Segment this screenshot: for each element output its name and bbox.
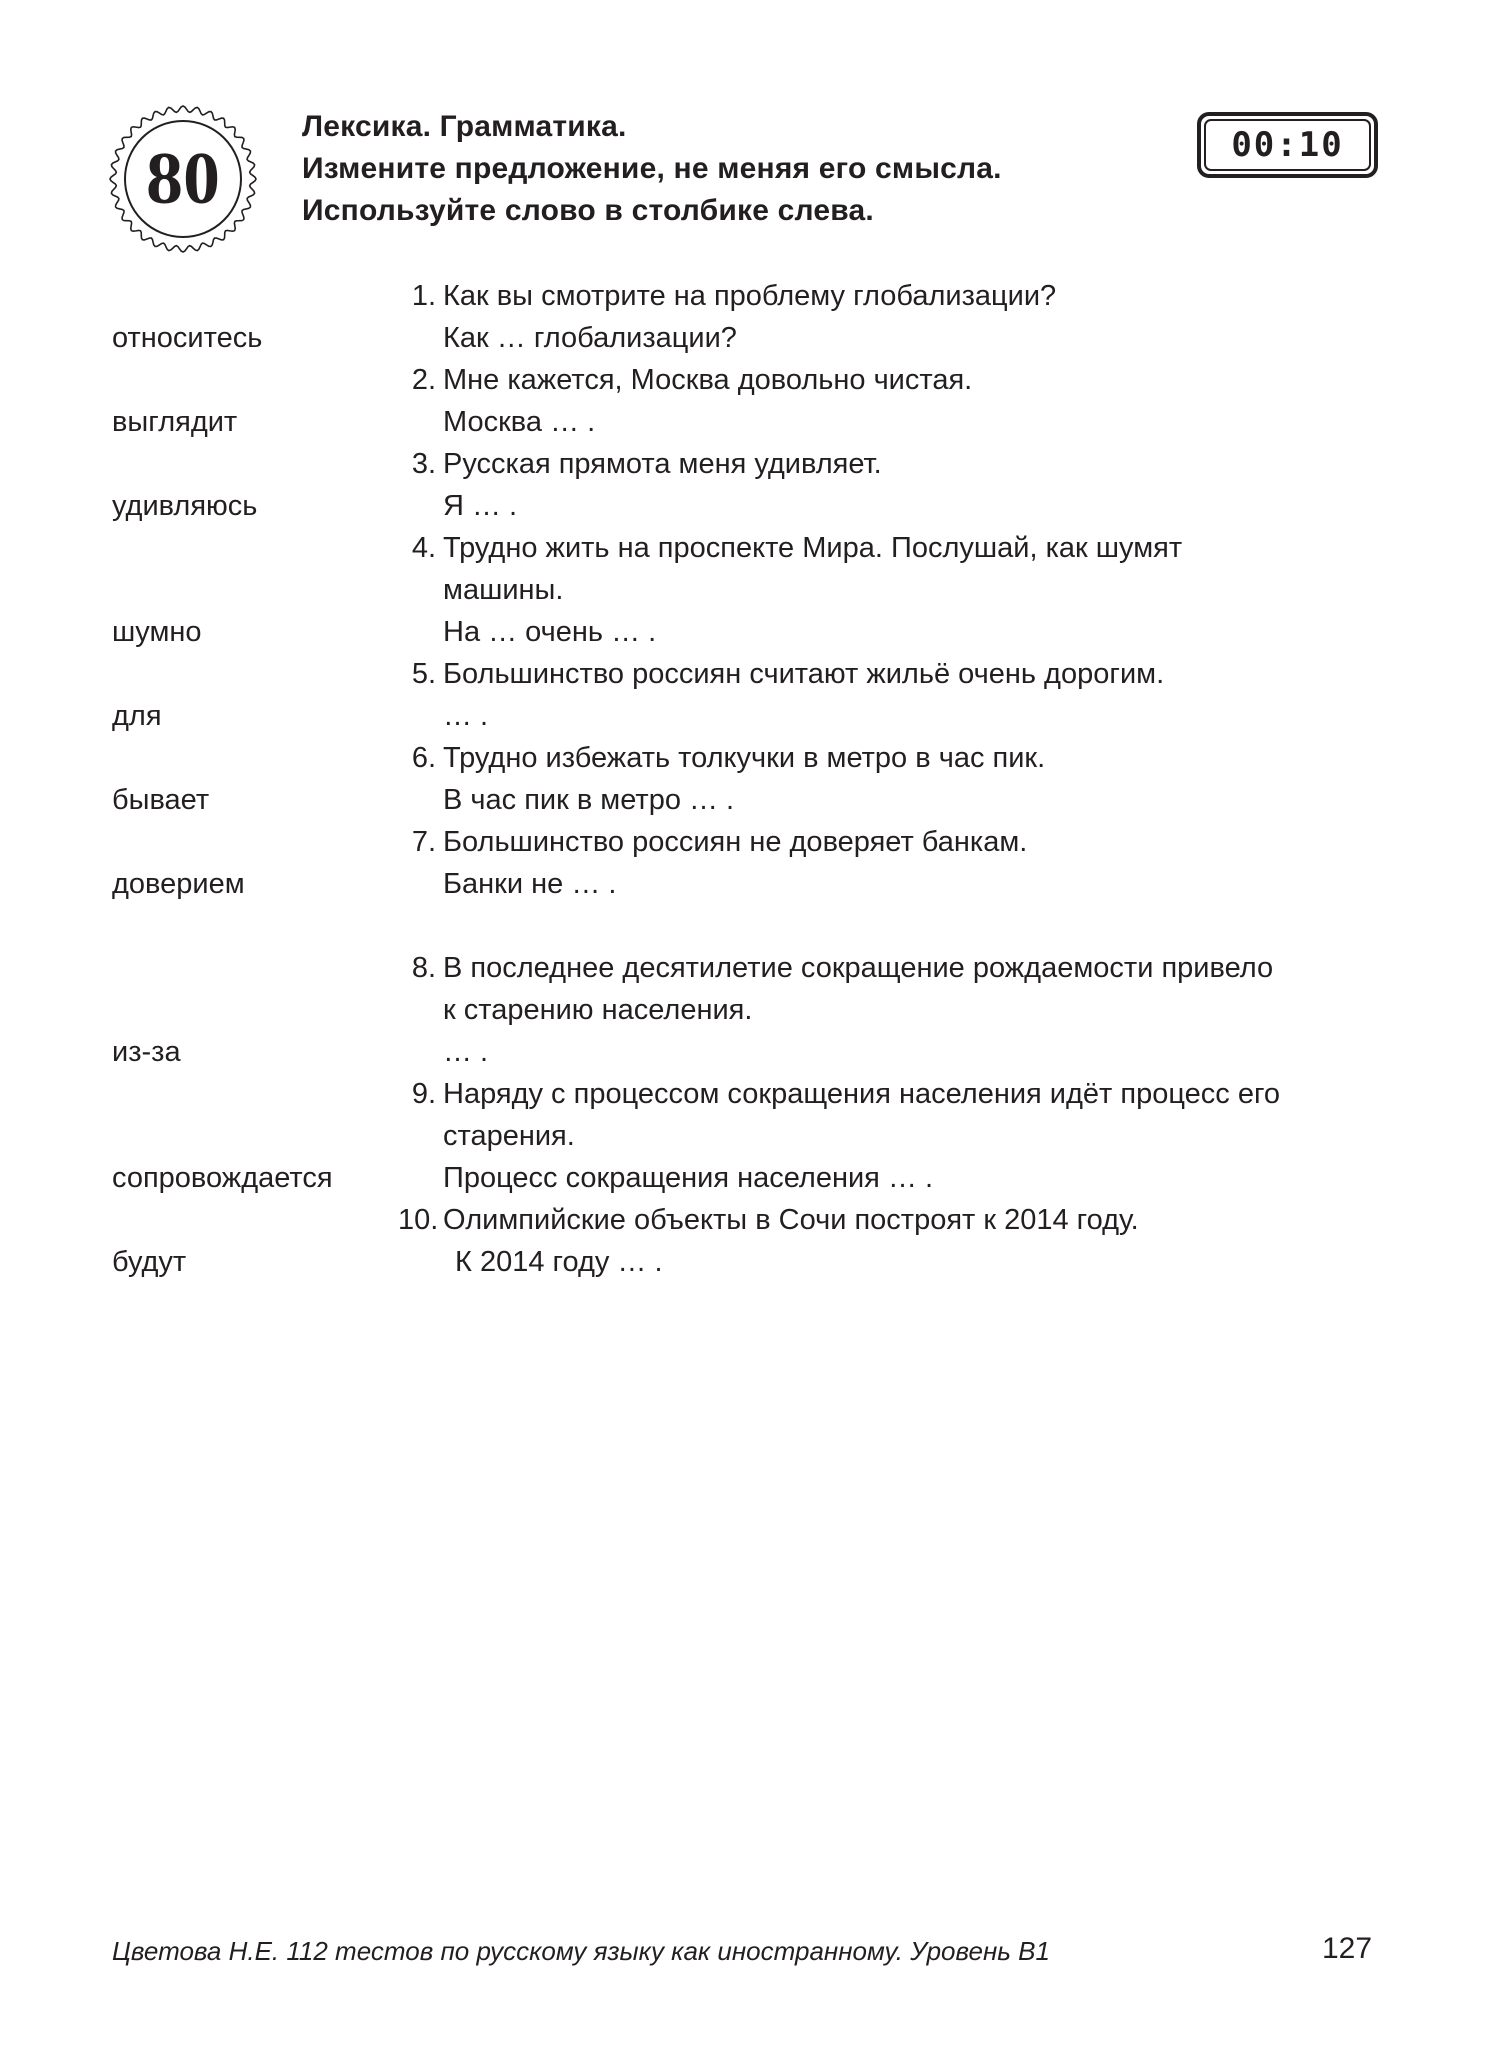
- item-answer: Процесс сокращения населения … .: [443, 1162, 934, 1194]
- list-item: [0, 737, 1490, 779]
- item-keyword: будут: [112, 1246, 187, 1278]
- item-sentence: Олимпийские объекты в Сочи построят к 2014 году.: [443, 1204, 1139, 1236]
- item-sentence-continued: машины.: [443, 574, 564, 606]
- list-item: [0, 779, 1490, 821]
- item-answer: Я … .: [443, 490, 518, 522]
- exercise-number-badge: [108, 104, 258, 254]
- exercise-instruction-2: Используйте слово в столбике слева.: [302, 194, 874, 227]
- item-answer: В час пик в метро … .: [443, 784, 735, 816]
- item-keyword: доверием: [112, 868, 245, 900]
- item-number: 3.: [411, 448, 436, 480]
- item-sentence: Трудно жить на проспекте Мира. Послушай, как шумят: [443, 532, 1183, 564]
- item-keyword: шумно: [112, 616, 202, 648]
- item-sentence: Как вы смотрите на проблему глобализации?: [443, 280, 1057, 312]
- item-number: 9.: [411, 1078, 436, 1110]
- item-number: 8.: [411, 952, 436, 984]
- item-answer: Москва … .: [443, 406, 596, 438]
- item-number: 7.: [411, 826, 436, 858]
- list-item: [0, 1073, 1490, 1115]
- list-item: [0, 695, 1490, 737]
- item-sentence-continued: к старению населения.: [443, 994, 753, 1026]
- list-item: [0, 401, 1490, 443]
- list-item: [0, 989, 1490, 1031]
- list-item: [0, 611, 1490, 653]
- list-item: [0, 275, 1490, 317]
- footer-source: Цветова Н.Е. 112 тестов по русскому языку как иностранному. Уровень В1: [112, 1936, 1050, 1966]
- list-item: [0, 863, 1490, 905]
- item-sentence: Трудно избежать толкучки в метро в час пик.: [443, 742, 1046, 774]
- exercise-header: [302, 106, 1002, 232]
- item-keyword: сопровождается: [112, 1162, 333, 1194]
- list-item: [0, 947, 1490, 989]
- exercise-list: [0, 275, 1490, 1283]
- list-item: [0, 527, 1490, 569]
- item-sentence: Мне кажется, Москва довольно чистая.: [443, 364, 973, 396]
- page-number: 127: [1322, 1932, 1373, 1965]
- item-answer: На … очень … .: [443, 616, 657, 648]
- timer-value: 00:10: [1231, 125, 1344, 165]
- item-answer: … .: [443, 700, 489, 732]
- item-number: 6.: [411, 742, 436, 774]
- item-sentence: В последнее десятилетие сокращение рождаемости привело: [443, 952, 1274, 984]
- list-item: [0, 1199, 1490, 1241]
- item-number: 4.: [411, 532, 436, 564]
- item-sentence: Большинство россиян считают жильё очень дорогим.: [443, 658, 1165, 690]
- item-keyword: бывает: [112, 784, 210, 816]
- item-keyword: из-за: [112, 1036, 181, 1068]
- list-item: [0, 569, 1490, 611]
- list-item: [0, 359, 1490, 401]
- list-item: [0, 1157, 1490, 1199]
- item-sentence: Наряду с процессом сокращения населения идёт процесс его: [443, 1078, 1281, 1110]
- list-item: [0, 1241, 1490, 1283]
- exercise-instruction-1: Измените предложение, не меняя его смысла.: [302, 152, 1002, 185]
- item-number: 1.: [411, 280, 436, 312]
- item-sentence: Большинство россиян не доверяет банкам.: [443, 826, 1028, 858]
- list-item: [0, 653, 1490, 695]
- item-number: 10.: [398, 1204, 439, 1236]
- item-keyword: выглядит: [112, 406, 238, 438]
- item-answer: … .: [443, 1036, 489, 1068]
- item-sentence: Русская прямота меня удивляет.: [443, 448, 882, 480]
- list-item: [0, 317, 1490, 359]
- item-answer: К 2014 году … .: [455, 1246, 663, 1278]
- list-item: [0, 821, 1490, 863]
- timer-box: [1197, 112, 1378, 178]
- item-sentence-continued: старения.: [443, 1120, 575, 1152]
- item-answer: Банки не … .: [443, 868, 617, 900]
- list-item: [0, 1031, 1490, 1073]
- item-keyword: для: [112, 700, 162, 732]
- item-answer: Как … глобализации?: [443, 322, 737, 354]
- item-number: 2.: [411, 364, 436, 396]
- list-item: [0, 485, 1490, 527]
- item-keyword: удивляюсь: [112, 490, 258, 522]
- list-item: [0, 1115, 1490, 1157]
- exercise-title: Лексика. Грамматика.: [302, 110, 627, 143]
- item-number: 5.: [411, 658, 436, 690]
- spacer: [0, 905, 1490, 947]
- item-keyword: относитесь: [112, 322, 263, 354]
- list-item: [0, 443, 1490, 485]
- exercise-number: 80: [146, 137, 220, 220]
